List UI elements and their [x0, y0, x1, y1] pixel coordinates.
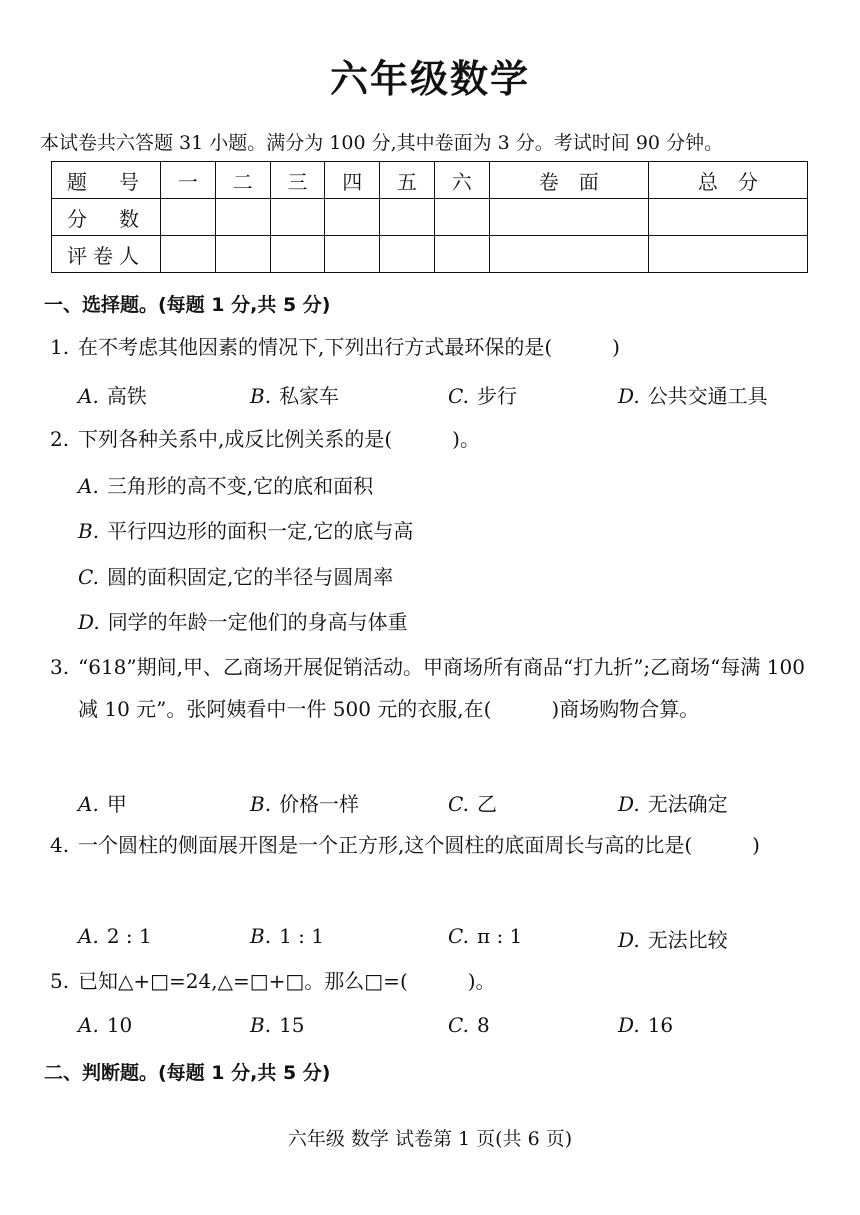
option-b[interactable]: B. 1 : 1 — [250, 924, 324, 948]
score-cell[interactable] — [380, 199, 435, 236]
exam-intro: 本试卷共六答题 31 小题。满分为 100 分,其中卷面为 3 分。考试时间 90 分钟。 — [40, 132, 724, 154]
score-header-cell: 总 分 — [648, 162, 807, 199]
question-number: 2. — [50, 427, 70, 451]
question-text: “618”期间,甲、乙商场开展促销活动。甲商场所有商品“打九折”;乙商场“每满 100 减 10 元”。张阿姨看中一件 500 元的衣服,在( )商场购物合算。 — [78, 655, 805, 721]
question-4 — [50, 824, 826, 866]
option-b[interactable]: B. 私家车 — [250, 384, 340, 408]
section2-title: 二、判断题。(每题 1 分,共 5 分) — [44, 1062, 331, 1084]
score-cell[interactable] — [325, 236, 380, 273]
score-cell[interactable] — [270, 236, 325, 273]
score-cell[interactable] — [270, 199, 325, 236]
score-cell[interactable] — [434, 236, 489, 273]
question-number: 3. — [50, 655, 70, 679]
option-d[interactable]: D. 无法比较 — [618, 928, 728, 952]
score-header-cell: 五 — [380, 162, 435, 199]
score-cell[interactable] — [648, 199, 807, 236]
score-table-row — [52, 236, 808, 273]
score-cell[interactable] — [325, 199, 380, 236]
score-header-cell: 题 号 — [52, 162, 161, 199]
score-row-label: 评卷人 — [52, 236, 161, 273]
score-header-cell: 一 — [161, 162, 216, 199]
score-cell[interactable] — [648, 236, 807, 273]
question-number: 4. — [50, 833, 70, 857]
option-c[interactable]: C. 圆的面积固定,它的半径与圆周率 — [78, 565, 394, 589]
score-cell[interactable] — [161, 236, 216, 273]
option-d[interactable]: D. 无法确定 — [618, 792, 728, 816]
option-c[interactable]: C. π : 1 — [448, 924, 523, 948]
option-d[interactable]: D. 16 — [618, 1013, 674, 1037]
score-cell[interactable] — [380, 236, 435, 273]
question-text: 在不考虑其他因素的情况下,下列出行方式最环保的是( ) — [78, 335, 620, 359]
score-cell[interactable] — [489, 236, 648, 273]
option-b[interactable]: B. 15 — [250, 1013, 305, 1037]
option-d[interactable]: D. 同学的年龄一定他们的身高与体重 — [78, 610, 408, 634]
page-footer: 六年级 数学 试卷第 1 页(共 6 页) — [287, 1128, 573, 1150]
score-table — [51, 161, 808, 273]
score-table-row — [52, 199, 808, 236]
question-text: 一个圆柱的侧面展开图是一个正方形,这个圆柱的底面周长与高的比是( ) — [78, 833, 760, 857]
score-cell[interactable] — [161, 199, 216, 236]
question-text: 已知△+□=24,△=□+□。那么□=( )。 — [78, 969, 496, 993]
option-a[interactable]: A. 2 : 1 — [78, 924, 152, 948]
score-cell[interactable] — [434, 199, 489, 236]
question-number: 5. — [50, 969, 70, 993]
option-b[interactable]: B. 平行四边形的面积一定,它的底与高 — [78, 519, 414, 543]
option-c[interactable]: C. 乙 — [448, 792, 497, 816]
score-cell[interactable] — [489, 199, 648, 236]
score-header-cell: 二 — [215, 162, 270, 199]
question-2 — [50, 418, 820, 460]
score-header-cell: 三 — [270, 162, 325, 199]
score-header-cell: 卷 面 — [489, 162, 648, 199]
option-b[interactable]: B. 价格一样 — [250, 792, 360, 816]
option-d[interactable]: D. 公共交通工具 — [618, 384, 768, 408]
question-1 — [50, 326, 820, 368]
option-a[interactable]: A. 甲 — [78, 792, 127, 816]
score-cell[interactable] — [215, 199, 270, 236]
score-cell[interactable] — [215, 236, 270, 273]
option-c[interactable]: C. 步行 — [448, 384, 517, 408]
score-table-header-row — [52, 162, 808, 199]
question-number: 1. — [50, 335, 70, 359]
question-text: 下列各种关系中,成反比例关系的是( )。 — [78, 427, 480, 451]
option-a[interactable]: A. 10 — [78, 1013, 133, 1037]
question-5 — [50, 960, 820, 1002]
score-row-label: 分 数 — [52, 199, 161, 236]
score-header-cell: 四 — [325, 162, 380, 199]
page-title: 六年级数学 — [329, 57, 530, 101]
section1-title: 一、选择题。(每题 1 分,共 5 分) — [44, 294, 331, 316]
score-header-cell: 六 — [434, 162, 489, 199]
option-a[interactable]: A. 高铁 — [78, 384, 147, 408]
option-c[interactable]: C. 8 — [448, 1013, 490, 1037]
option-a[interactable]: A. 三角形的高不变,它的底和面积 — [78, 474, 374, 498]
question-3 — [50, 646, 826, 730]
